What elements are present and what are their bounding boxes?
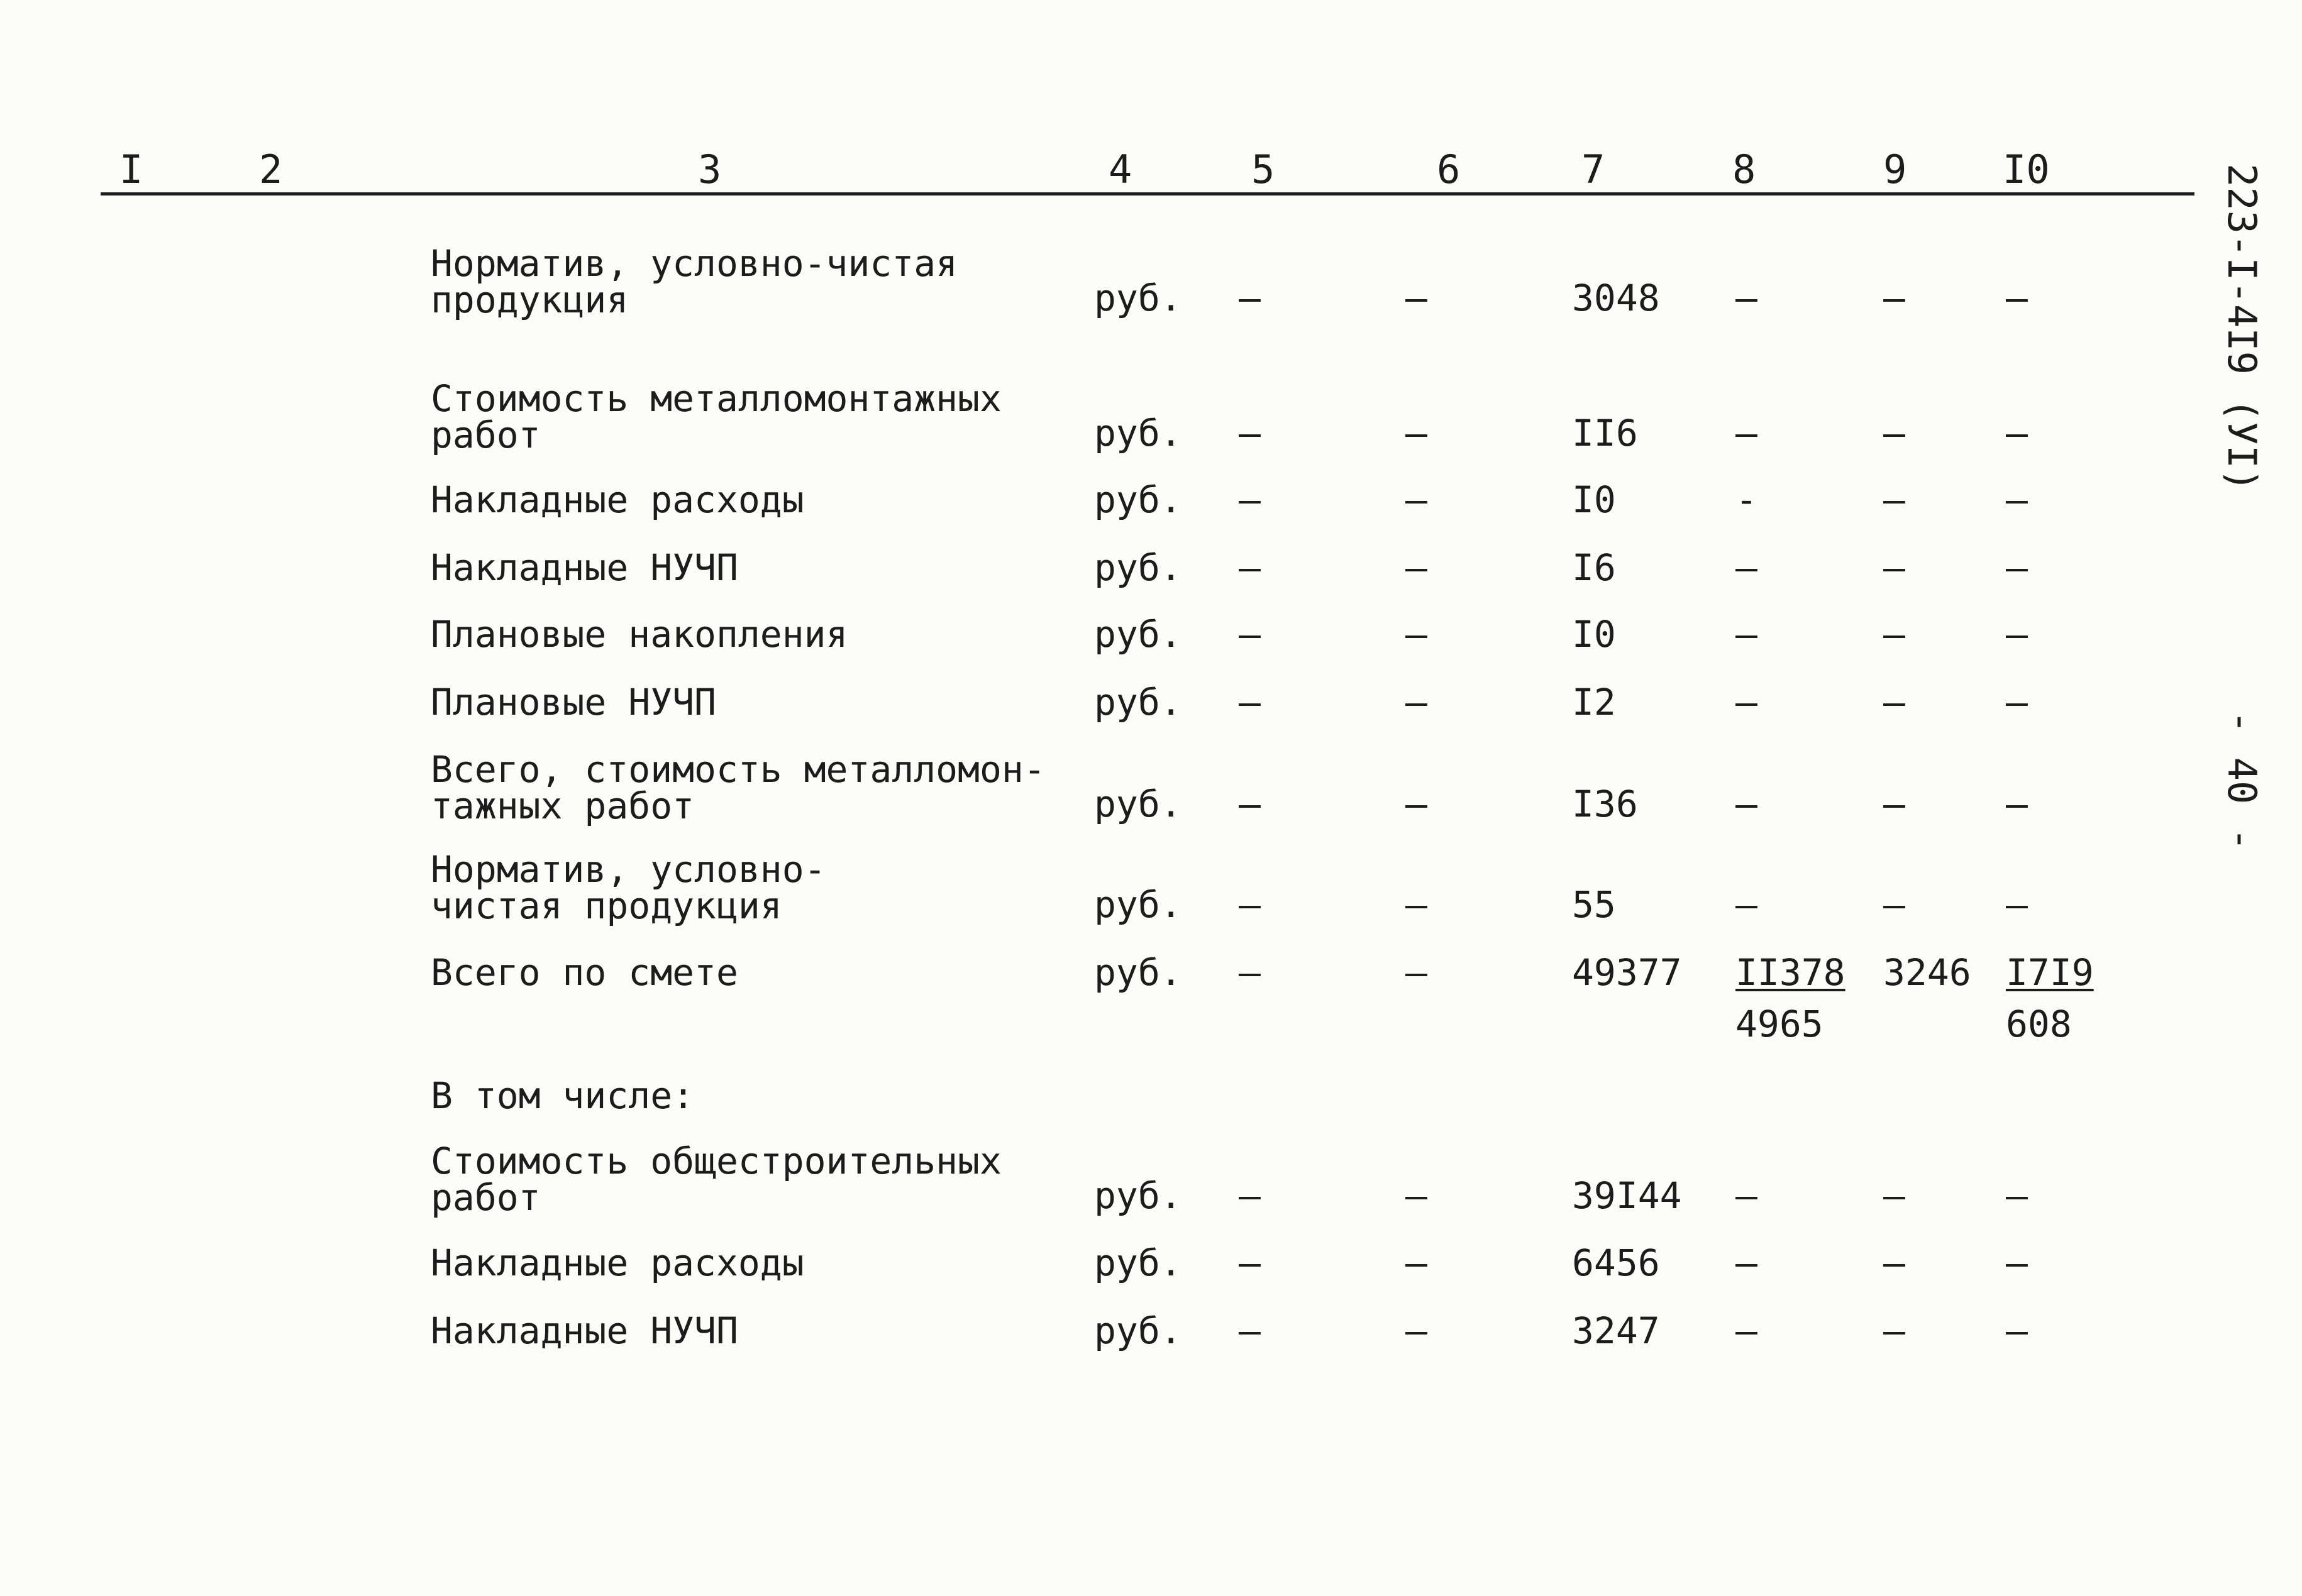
row-col10: – [2006, 1309, 2028, 1352]
row-col8: – [1735, 1174, 1757, 1217]
margin-doc-code: 223-I-4I9 (УI) [2219, 163, 2265, 492]
row-col6: – [1405, 1309, 1427, 1352]
row-label: Плановые накопления [431, 613, 848, 656]
row-col8: - [1735, 478, 1757, 521]
row-col5: – [1239, 546, 1261, 589]
header-col-5: 5 [1251, 146, 1275, 192]
row-unit: руб. [1094, 883, 1182, 926]
row-col5: – [1239, 783, 1261, 825]
row-col6: – [1405, 1241, 1427, 1284]
row-col6: – [1405, 1174, 1427, 1217]
row-col9: 3246 [1883, 951, 1971, 994]
row-unit: руб. [1094, 412, 1182, 454]
row-unit: руб. [1094, 478, 1182, 521]
row-unit: руб. [1094, 951, 1182, 994]
row-col8: – [1735, 613, 1757, 656]
row-col6: – [1405, 613, 1427, 656]
row-col10: – [2006, 478, 2028, 521]
row-unit: руб. [1094, 1174, 1182, 1217]
row-col8: – [1735, 412, 1757, 454]
row-col5: – [1239, 412, 1261, 454]
margin-page-number: - 40 - [2219, 710, 2265, 851]
header-col-2: 2 [259, 146, 283, 192]
header-col-4: 4 [1109, 146, 1132, 192]
row-col5: – [1239, 1174, 1261, 1217]
row-col8: – [1735, 883, 1757, 926]
row-label: Накладные НУЧП [431, 1309, 738, 1352]
header-col-7: 7 [1581, 146, 1605, 192]
row-col9: – [1883, 546, 1905, 589]
header-col-3: 3 [698, 146, 722, 192]
row-label: Стоимость общестроительных работ [431, 1140, 1002, 1219]
row-col8-sub: 4965 [1735, 1003, 1823, 1045]
header-col-8: 8 [1732, 146, 1756, 192]
row-col7: I0 [1572, 613, 1616, 656]
row-col6: – [1405, 883, 1427, 926]
row-col9: – [1883, 783, 1905, 825]
row-col10: – [2006, 546, 2028, 589]
row-col10: I7I9 [2006, 951, 2094, 994]
row-col8: – [1735, 546, 1757, 589]
row-label: Накладные расходы [431, 1241, 804, 1284]
row-col8: – [1735, 681, 1757, 724]
row-col9: – [1883, 1241, 1905, 1284]
row-unit: руб. [1094, 546, 1182, 589]
row-label: Стоимость металломонтажных работ [431, 377, 1002, 456]
row-col7: I2 [1572, 681, 1616, 724]
row-col6: – [1405, 277, 1427, 319]
row-col7: 39I44 [1572, 1174, 1682, 1217]
row-col5: – [1239, 681, 1261, 724]
row-col10: – [2006, 1174, 2028, 1217]
row-col10: – [2006, 783, 2028, 825]
row-col5: – [1239, 277, 1261, 319]
row-col5: – [1239, 883, 1261, 926]
row-label: Накладные расходы [431, 478, 804, 521]
row-col5: – [1239, 1241, 1261, 1284]
row-unit: руб. [1094, 783, 1182, 825]
subheading: В том числе: [431, 1074, 695, 1117]
row-col8: – [1735, 1241, 1757, 1284]
row-col5: – [1239, 1309, 1261, 1352]
row-col10: – [2006, 277, 2028, 319]
row-unit: руб. [1094, 613, 1182, 656]
row-col10: – [2006, 681, 2028, 724]
row-col8: II378 [1735, 951, 1845, 994]
row-col10: – [2006, 883, 2028, 926]
row-col8: – [1735, 1309, 1757, 1352]
row-unit: руб. [1094, 681, 1182, 724]
row-label: Всего по смете [431, 951, 738, 994]
row-label: Всего, стоимость металломон- тажных работ [431, 748, 1046, 827]
row-col7: I0 [1572, 478, 1616, 521]
row-col6: – [1405, 951, 1427, 994]
row-col6: – [1405, 783, 1427, 825]
row-col10: – [2006, 412, 2028, 454]
row-col7: II6 [1572, 412, 1638, 454]
row-col9: – [1883, 412, 1905, 454]
header-rule [101, 192, 2194, 195]
row-col8: – [1735, 277, 1757, 319]
row-col7: 3247 [1572, 1309, 1660, 1352]
row-col8: – [1735, 783, 1757, 825]
row-col9: – [1883, 681, 1905, 724]
row-col5: – [1239, 613, 1261, 656]
row-label: Норматив, условно- чистая продукция [431, 848, 826, 927]
row-unit: руб. [1094, 277, 1182, 319]
header-col-1: I [119, 146, 143, 192]
row-col7: 3048 [1572, 277, 1660, 319]
row-label: Норматив, условно-чистая продукция [431, 242, 958, 321]
header-col-9: 9 [1883, 146, 1907, 192]
row-label: Накладные НУЧП [431, 546, 738, 589]
row-col5: – [1239, 478, 1261, 521]
row-col9: – [1883, 478, 1905, 521]
row-col9: – [1883, 883, 1905, 926]
row-col9: – [1883, 277, 1905, 319]
row-col7: I36 [1572, 783, 1638, 825]
row-col9: – [1883, 1174, 1905, 1217]
row-col7: I6 [1572, 546, 1616, 589]
row-col10: – [2006, 613, 2028, 656]
row-col6: – [1405, 681, 1427, 724]
row-col7: 49377 [1572, 951, 1682, 994]
header-col-10: I0 [2003, 146, 2050, 192]
row-col6: – [1405, 412, 1427, 454]
row-unit: руб. [1094, 1309, 1182, 1352]
row-unit: руб. [1094, 1241, 1182, 1284]
row-col10-sub: 608 [2006, 1003, 2072, 1045]
row-col9: – [1883, 613, 1905, 656]
row-col7: 6456 [1572, 1241, 1660, 1284]
row-col6: – [1405, 478, 1427, 521]
row-label: Плановые НУЧП [431, 681, 716, 724]
row-col9: – [1883, 1309, 1905, 1352]
row-col5: – [1239, 951, 1261, 994]
row-col7: 55 [1572, 883, 1616, 926]
row-col10: – [2006, 1241, 2028, 1284]
row-col6: – [1405, 546, 1427, 589]
header-col-6: 6 [1437, 146, 1461, 192]
